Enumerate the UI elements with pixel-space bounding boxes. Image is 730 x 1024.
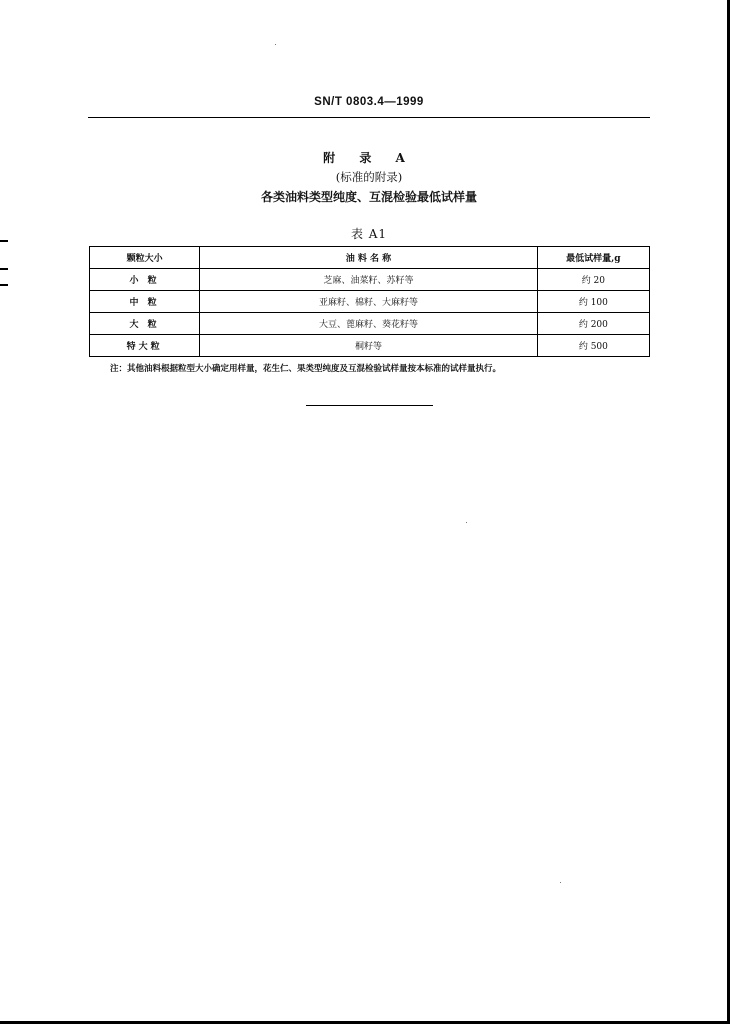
table-row bbox=[90, 291, 650, 313]
table-row bbox=[90, 313, 650, 335]
table-row bbox=[90, 335, 650, 357]
scan-speck bbox=[466, 522, 467, 523]
edge-mark bbox=[0, 268, 8, 270]
table-header-row bbox=[90, 247, 650, 269]
scan-speck bbox=[275, 44, 276, 45]
cell-names: 亚麻籽、棉籽、大麻籽等 bbox=[200, 291, 537, 313]
cell-names: 芝麻、油菜籽、苏籽等 bbox=[200, 269, 537, 291]
cell-size: 特大粒 bbox=[90, 335, 200, 357]
edge-mark bbox=[0, 284, 8, 286]
column-header-amount: 最低试样量,g bbox=[537, 247, 649, 269]
cell-names: 大豆、蓖麻籽、葵花籽等 bbox=[200, 313, 537, 335]
cell-amount: 约 20 bbox=[537, 269, 649, 291]
cell-amount: 约 200 bbox=[537, 313, 649, 335]
cell-amount: 约 500 bbox=[537, 335, 649, 357]
cell-names: 桐籽等 bbox=[200, 335, 537, 357]
sample-size-table bbox=[89, 246, 650, 357]
scan-speck bbox=[560, 882, 561, 883]
cell-amount: 约 100 bbox=[537, 291, 649, 313]
appendix-heading: 各类油料类型纯度、互混检验最低试样量 bbox=[260, 190, 477, 204]
cell-size: 中 粒 bbox=[90, 291, 200, 313]
table-row bbox=[90, 269, 650, 291]
end-rule bbox=[306, 405, 433, 406]
standard-number: SN/T 0803.4—1999 bbox=[314, 96, 424, 108]
column-header-size: 颗粒大小 bbox=[90, 247, 200, 269]
column-header-names: 油 料 名 称 bbox=[200, 247, 537, 269]
cell-size: 小 粒 bbox=[90, 269, 200, 291]
appendix-subtitle: (标准的附录) bbox=[335, 170, 403, 184]
table-caption: 表 A1 bbox=[350, 227, 388, 241]
edge-mark bbox=[0, 240, 8, 242]
header-rule bbox=[88, 117, 650, 118]
cell-size: 大 粒 bbox=[90, 313, 200, 335]
appendix-title: 附 录 A bbox=[323, 151, 415, 165]
table-note: 注：其他油料根据粒型大小确定用样量，花生仁、果类型纯度及互混检验试样量按本标准的试样量执行。 bbox=[110, 364, 502, 374]
